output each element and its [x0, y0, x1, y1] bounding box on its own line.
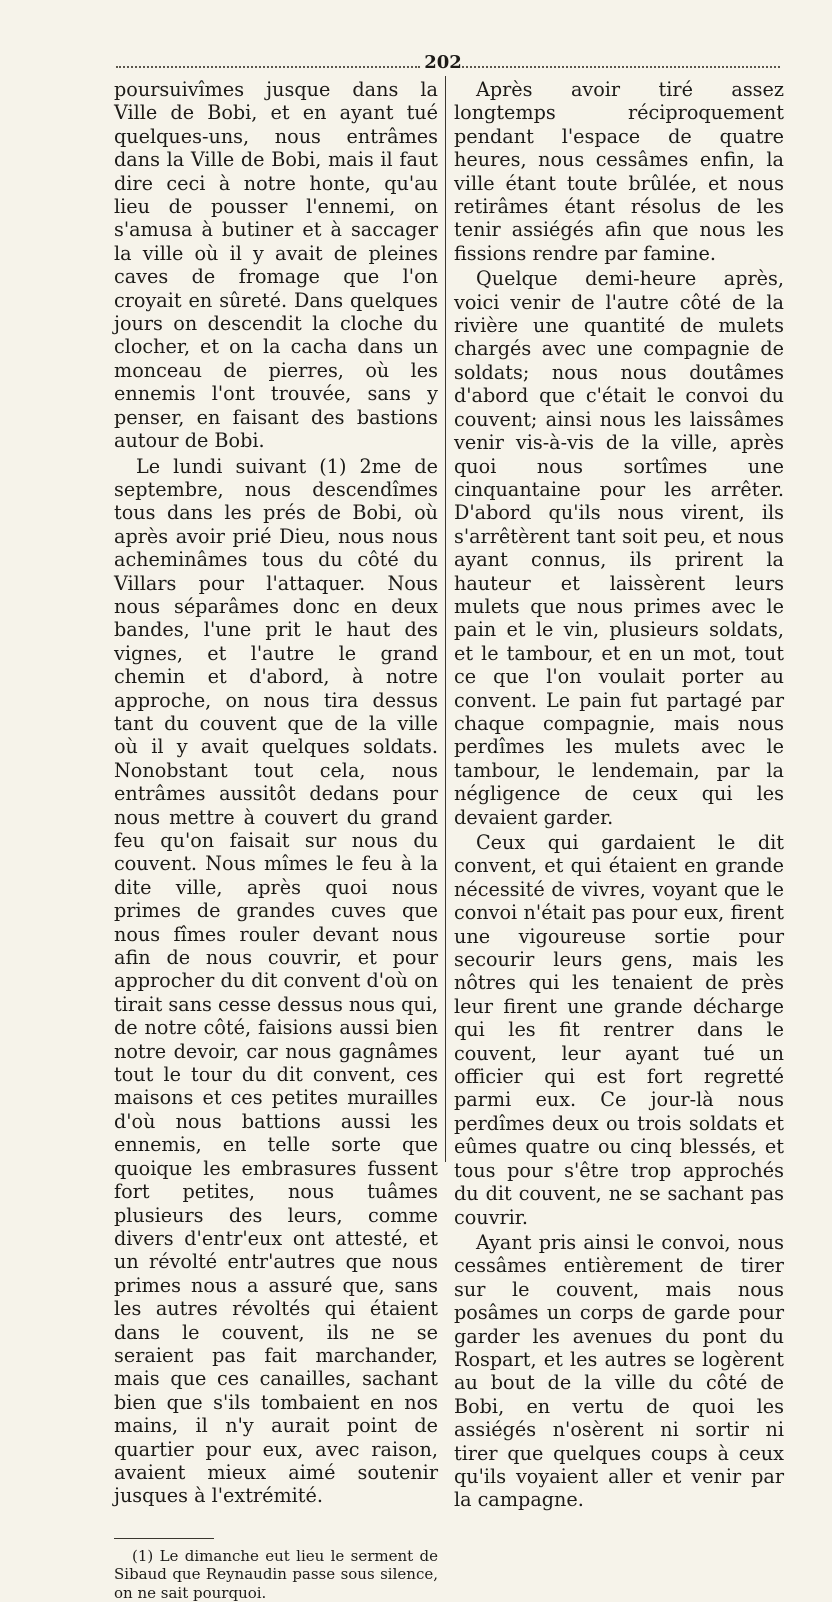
- right-paragraph-3: Ceux qui gardaient le dit convent, et qui étaient en grande nécessité de vivres, voyant que le convoi n'était pas pour eux, firent une vigoureuse sortie pour secourir leurs gens, mais les nôtres qui les tenaient de près leur firent une grande décharge qui les fit rentrer dans le couvent, leur ayant tué un officier qui est fort regretté parmi eux. Ce jour-là nous perdîmes deux ou trois soldats et eûmes quatre ou cinq blessés, et tous pour s'être trop approchés du dit couvent, ne se sachant pas couvrir.: [454, 831, 784, 1229]
- footnote: [114, 1547, 438, 1602]
- column-divider: [445, 76, 446, 1162]
- footnote-rule: [114, 1538, 214, 1539]
- right-column: [454, 78, 784, 1512]
- right-paragraph-4: Ayant pris ainsi le convoi, nous cessâmes entièrement de tirer sur le couvent, mais nous posâmes un corps de garde pour garder les avenues du pont du Rospart, et les autres se logèrent au bout de la ville du côté de Bobi, en vertu de quoi les assiégés n'osèrent ni sortir ni tirer que quelques coups à ceux qu'ils voyaient aller et venir par la campagne.: [454, 1230, 784, 1512]
- header-rule-left: [116, 66, 420, 68]
- page-number: 202: [424, 52, 462, 73]
- footnote-text: (1) Le dimanche eut lieu le serment de Sibaud que Reynaudin passe sous silence, on ne sait pourquoi.: [114, 1546, 438, 1602]
- right-paragraph-2: Quelque demi-heure après, voici venir de l'autre côté de la rivière une quantité de mulets chargés avec une compagnie de soldats; nous nous doutâmes d'abord que c'était le convoi du couvent; ainsi nous les laissâmes venir vis-à-vis de la ville, après quoi nous sortîmes une cinquantaine pour les arrêter. D'abord qu'ils nous virent, ils s'arrêtèrent tant soit peu, et nous ayant connus, ils prirent la hauteur et laissèrent leurs mulets que nous primes avec le pain et le vin, plusieurs soldats, et le tambour, et en un mot, tout ce que l'on voulait porter au convent. Le pain fut partagé par chaque compagnie, mais nous perdîmes les mulets avec le tambour, le lendemain, par la négligence de ceux qui les devaient garder.: [454, 267, 784, 829]
- left-paragraph-1: poursuivîmes jusque dans la Ville de Bobi, et en ayant tué quelques-uns, nous entrâmes dans la Ville de Bobi, mais il faut dire ceci à notre honte, qu'au lieu de pousser l'ennemi, on s'amusa à butiner et à saccager la ville où il y avait de pleines caves de fromage que l'on croyait en sûreté. Dans quelques jours on descendit la cloche du clocher, et on la cacha dans un monceau de pierres, où les ennemis l'ont trouvée, sans y penser, en faisant des bastions autour de Bobi.: [114, 78, 438, 453]
- right-paragraph-1: Après avoir tiré assez longtemps réciproquement pendant l'espace de quatre heures, nous cessâmes enfin, la ville étant toute brûlée, et nous retirâmes étant résolus de les tenir assiégés afin que nous les fissions rendre par famine.: [454, 78, 784, 265]
- left-paragraph-2: Le lundi suivant (1) 2me de septembre, nous descendîmes tous dans les prés de Bobi, où après avoir prié Dieu, nous nous acheminâmes tous du côté du Villars pour l'attaquer. Nous nous séparâmes donc en deux bandes, l'une prit le haut des vignes, et l'autre le grand chemin et d'abord, à notre approche, on nous tira dessus tant du couvent que de la ville où il y avait quelques soldats. Nonobstant tout cela, nous entrâmes aussitôt dedans pour nous mettre à couvert du grand feu qu'on faisait sur nous du couvent. Nous mîmes le feu à la dite ville, après quoi nous primes de grandes cuves que nous fîmes rouler devant nous afin de nous couvrir, et pour approcher du dit convent d'où on tirait sans cesse dessus nous qui, de notre côté, faisions aussi bien notre devoir, car nous gagnâmes tout le tour du dit convent, ces maisons et ces petites murailles d'où nous battions aussi les ennemis, en telle sorte que quoique les embrasures fussent fort petites, nous tuâmes plusieurs des leurs, comme divers d'entr'eux ont attesté, et un révolté entr'autres que nous primes nous a assuré que, sans les autres révoltés qui étaient dans le couvent, ils ne se seraient pas fait marchander, mais que ces canailles, sachant bien que s'ils tombaient en nos mains, il n'y aurait point de quartier pour eux, avec raison, avaient mieux aimé soutenir jusques à l'extrémité.: [114, 454, 438, 1508]
- left-column: [114, 78, 438, 1602]
- header-rule-right: [462, 66, 780, 68]
